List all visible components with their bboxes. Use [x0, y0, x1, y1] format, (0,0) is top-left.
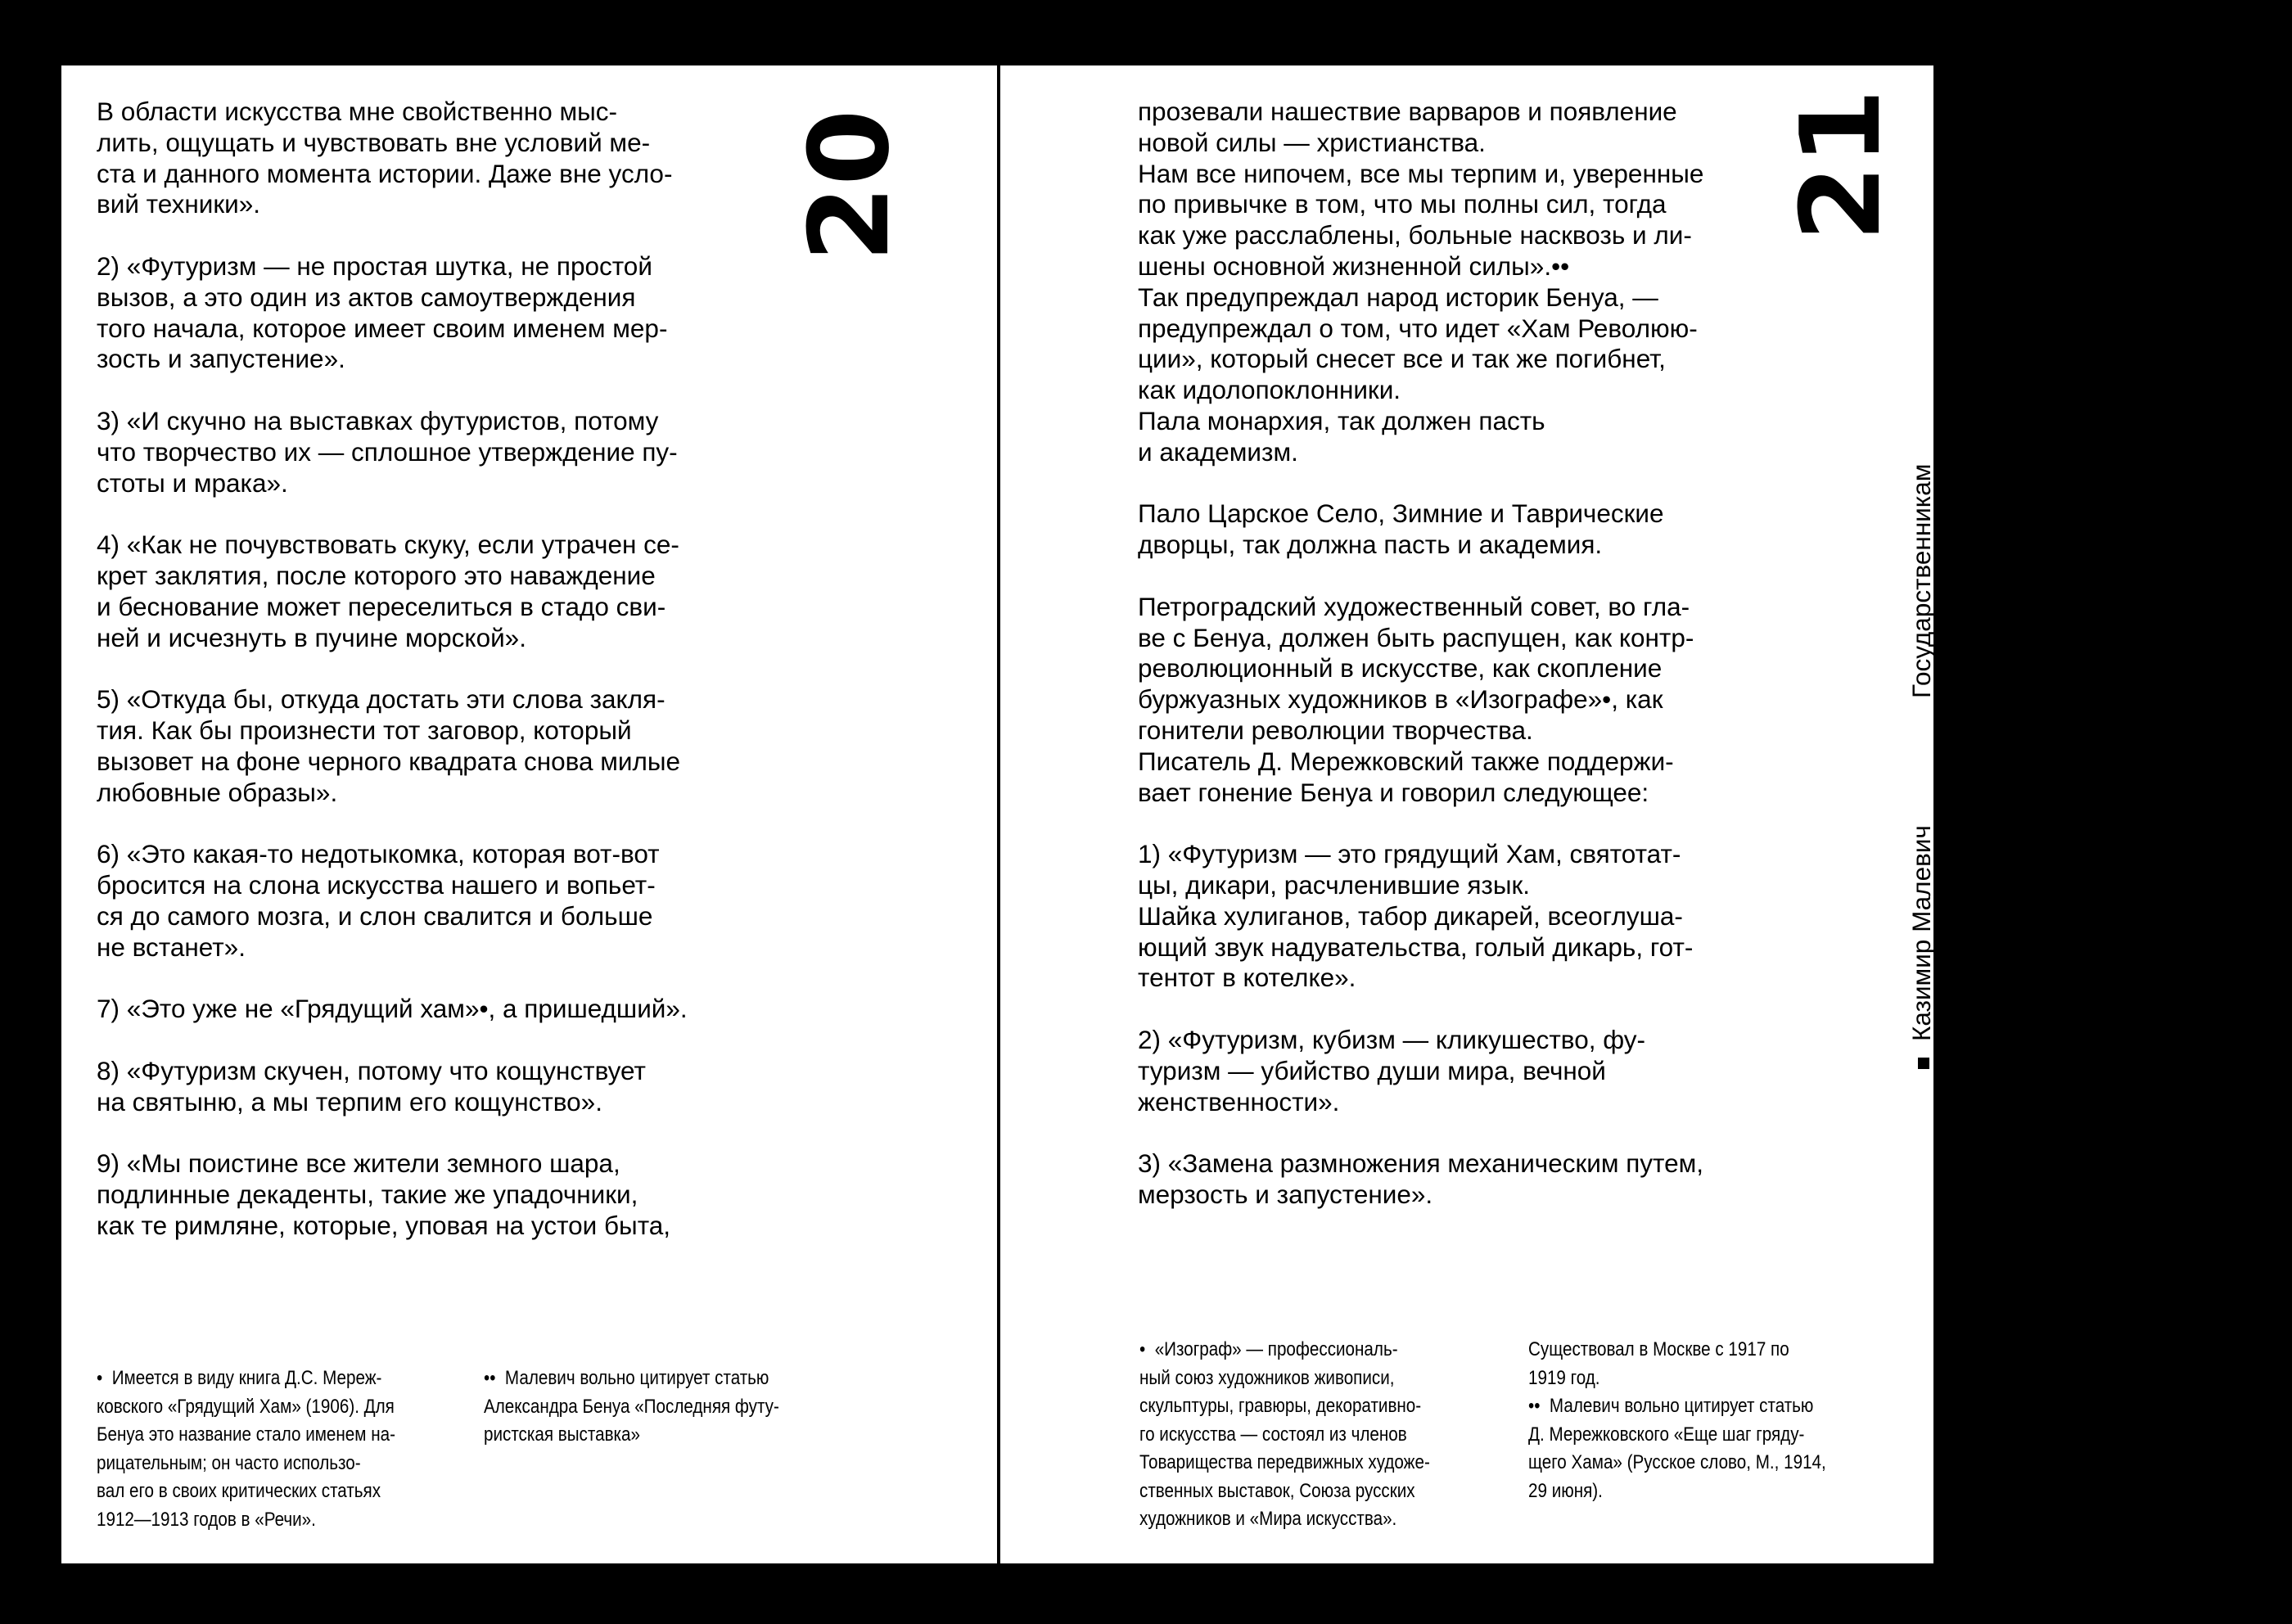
right-footnote-2: Существовал в Москве с 1917 по 1919 год. •• Малевич вольно цитирует статью Д. Мережковского «Еще шаг гряду- щего Хама» (Русское слово, М., 1914, 29 июня).: [1528, 1338, 1826, 1502]
right-page-number: 21: [1777, 88, 1905, 241]
left-page-body-text: В области искусства мне свойственно мыс- лить, ощущать и чувствовать вне условий ме- ста и данного момента истории. Даже вне усло- вий техники». 2) «Футуризм — не простая шутка, не простой вызов, а это один из актов самоутверждения того начала, которое имеет своим именем мер- зость и запустение». 3) «И скучно на выставках футуристов, потому что творчество их — сплошное утверждение пу- стоты и мрака». 4) «Как не почувствовать скуку, если утрачен се- крет заклятия, после которого это наваждение и беснование может переселиться в стадо сви- ней и исчезнуть в пучине морской». 5) «Откуда бы, откуда достать эти слова закля- тия. Как бы произнести тот заговор, который вызовет на фоне черного квадрата снова милые любовные образы». 6) «Это какая-то недотыкомка, которая вот-вот бросится на слона искусства нашего и вопьет- ся до самого мозга, и слон свалится и больше не встанет». 7) «Это уже не «Грядущий хам»•, а пришедший». 8) «Футуризм скучен, потому что кощунствует на святыню, а мы терпим его кощунство». 9) «Мы поистине все жители земного шара, подлинные декаденты, такие же упадочники, как те римляне, которые, уповая на устои быта,: [97, 97, 688, 1240]
right-footnote-1: • «Изограф» — профессиональ- ный союз художников живописи, скульптуры, гравюры, декоративно- го искусства — состоял из членов Товарищества передвижных художе- ственных выставок, Союза русских художников и «Мира искусства».: [1139, 1338, 1430, 1530]
square-bullet-icon: [1918, 1058, 1929, 1069]
right-page: [1000, 65, 2022, 1563]
running-head: [1850, 463, 2022, 1071]
left-page-number: 20: [786, 109, 914, 262]
left-page: [61, 65, 997, 1563]
running-head-title-line-2: от искусства: [1992, 548, 2022, 698]
left-footnote-2: •• Малевич вольно цитирует статью Александра Бенуа «Последняя футу- ристская выставка»: [484, 1367, 779, 1446]
running-head-title-line-1: Государственникам: [1906, 463, 1936, 698]
right-page-body-text: прозевали нашествие варваров и появление новой силы — христианства. Нам все нипочем, все мы терпим и, уверенные по привычке в том, что мы полны сил, тогда как уже расслаблены, больные насквозь и ли- шены основной жизненной силы».•• Так предупреждал народ историк Бенуа, — предупреждал о том, что идет «Хам Революю- ции», который снесет все и так же погибнет, как идолопоклонники. Пала монархия, так должен пасть и академизм. Пало Царское Село, Зимние и Таврические дворцы, так должна пасть и академия. Петроградский художественный совет, во гла- ве с Бенуа, должен быть распущен, как контр- революционный в искусстве, как скопление буржуазных художников в «Изографе»•, как гонители революции творчества. Писатель Д. Мережковский также поддержи- вает гонение Бенуа и говорил следующее: 1) «Футуризм — это грядущий Хам, святотат- цы, дикари, расчленившие язык. Шайка хулиганов, табор дикарей, всеоглуша- ющий звук надувательства, голый дикарь, гот- тентот в котелке». 2) «Футуризм, кубизм — кликушество, фу- туризм — убийство души мира, вечной женственности». 3) «Замена размножения механическим путем, мерзость и запустение».: [1138, 97, 1704, 1209]
running-head-title-block: [1850, 464, 2079, 698]
running-head-author: Казимир Малевич: [1906, 825, 1936, 1041]
left-footnote-1: • Имеется в виду книга Д.С. Мереж- ковского «Грядущий Хам» (1906). Для Бенуа это название стало именем на- рицательным; он часто использо- вал его в своих критических статьях 1912—1913 годов в «Речи».: [97, 1367, 395, 1531]
running-head-author-line: [1907, 825, 1936, 1071]
